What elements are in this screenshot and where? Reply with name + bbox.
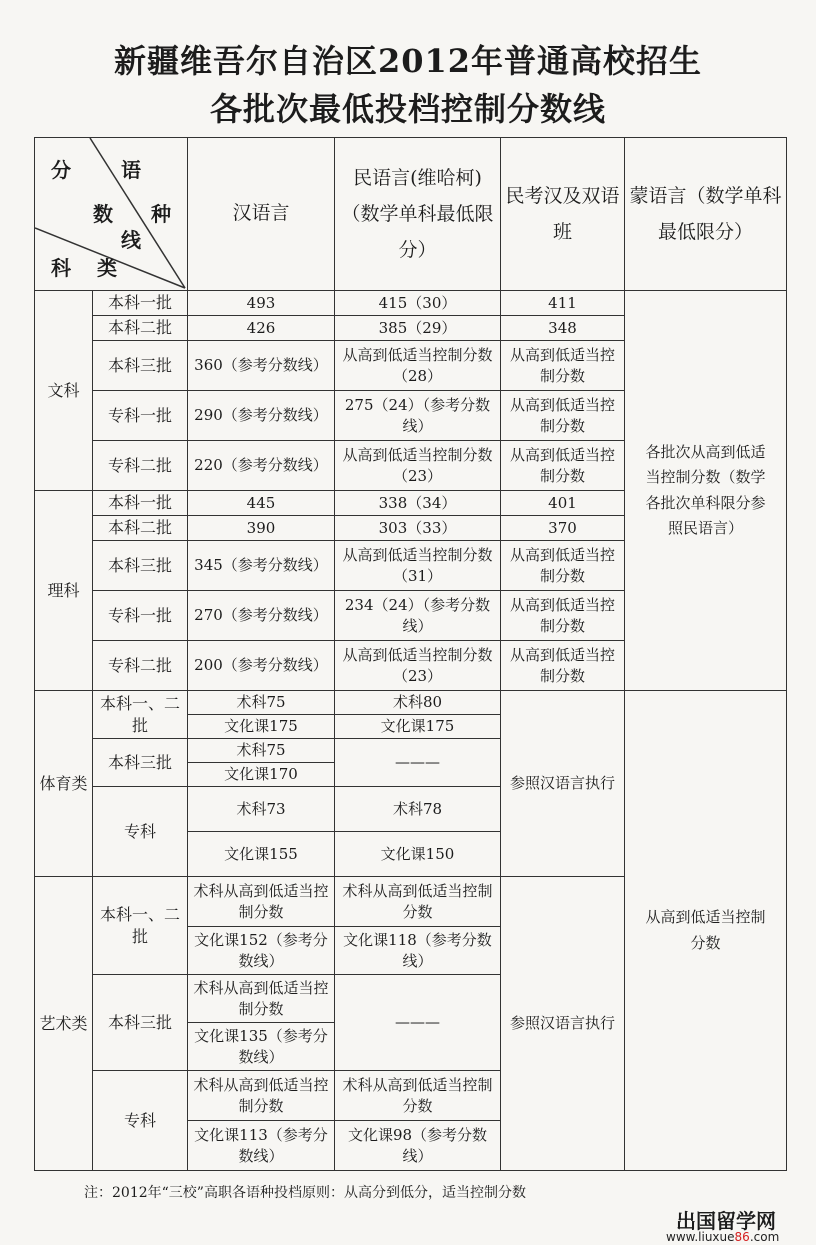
title-line-1: 新疆维吾尔自治区2012年普通高校招生 (113, 42, 703, 80)
min-value: 从高到低适当控制分数（31） (335, 541, 501, 591)
han-value: 术科从高到低适当控制分数 (188, 877, 335, 927)
logo-url-part-b: 86 (734, 1230, 750, 1244)
batch-label: 本科三批 (93, 739, 188, 787)
han-value: 345（参考分数线） (188, 541, 335, 591)
minkao-value: 从高到低适当控制分数 (501, 591, 625, 641)
han-value: 文化课170 (188, 763, 335, 787)
min-value: 文化课98（参考分数线） (335, 1121, 501, 1171)
diag-label-ke: 科 (51, 256, 71, 280)
diagonal-header (35, 138, 188, 291)
category-wenke: 文科 (35, 291, 93, 491)
min-value: 文化课150 (335, 832, 501, 877)
min-value: ——— (335, 739, 501, 787)
han-value: 术科从高到低适当控制分数 (188, 1071, 335, 1121)
batch-label: 专科二批 (93, 641, 188, 691)
table-row (35, 691, 787, 715)
han-value: 270（参考分数线） (188, 591, 335, 641)
han-value: 术科75 (188, 691, 335, 715)
minkao-value: 从高到低适当控制分数 (501, 341, 625, 391)
han-value: 术科73 (188, 787, 335, 832)
category-like: 理科 (35, 491, 93, 691)
meng-wenli-cell: 各批次从高到低适当控制分数（数学各批次单科限分参照民语言） (625, 291, 787, 691)
batch-label: 专科 (93, 787, 188, 877)
min-value: 275（24）（参考分数线） (335, 391, 501, 441)
han-value: 文化课135（参考分数线） (188, 1023, 335, 1071)
logo-url-part-a: www.liuxue (666, 1230, 735, 1244)
minkao-value: 从高到低适当控制分数 (501, 391, 625, 441)
min-value: 术科从高到低适当控制分数 (335, 877, 501, 927)
min-value: 234（24）（参考分数线） (335, 591, 501, 641)
batch-label: 专科一批 (93, 391, 188, 441)
diag-label-fen: 分 (51, 158, 71, 182)
batch-label: 本科三批 (93, 541, 188, 591)
col-header-minkao: 民考汉及双语班 (501, 138, 625, 291)
min-value: 从高到低适当控制分数（23） (335, 441, 501, 491)
han-value: 文化课152（参考分数线） (188, 927, 335, 975)
batch-label: 专科二批 (93, 441, 188, 491)
batch-label: 本科一、二批 (93, 877, 188, 975)
han-value: 文化课155 (188, 832, 335, 877)
han-value: 390 (188, 516, 335, 541)
han-value: 445 (188, 491, 335, 516)
col-header-min: 民语言(维哈柯)（数学单科最低限分） (335, 138, 501, 291)
table-row (35, 291, 787, 316)
min-value: 从高到低适当控制分数（23） (335, 641, 501, 691)
col-header-meng: 蒙语言（数学单科最低限分） (625, 138, 787, 291)
footnote: 注：2012年“三校”高职各语种投档原则：从高分到低分，适当控制分数 (84, 1185, 526, 1201)
site-logo-text: 出国留学网 (676, 1209, 776, 1233)
batch-label: 本科二批 (93, 316, 188, 341)
min-value: 303（33） (335, 516, 501, 541)
han-value: 220（参考分数线） (188, 441, 335, 491)
batch-label: 本科二批 (93, 516, 188, 541)
han-value: 290（参考分数线） (188, 391, 335, 441)
min-value: 术科80 (335, 691, 501, 715)
min-value: 文化课118（参考分数线） (335, 927, 501, 975)
han-value: 426 (188, 316, 335, 341)
min-value: ——— (335, 975, 501, 1071)
min-value: 术科78 (335, 787, 501, 832)
score-table (34, 137, 787, 1171)
han-value: 360（参考分数线） (188, 341, 335, 391)
category-tiyu: 体育类 (35, 691, 93, 877)
han-value: 493 (188, 291, 335, 316)
category-yishu: 艺术类 (35, 877, 93, 1171)
minkao-value: 从高到低适当控制分数 (501, 541, 625, 591)
han-value: 术科从高到低适当控制分数 (188, 975, 335, 1023)
han-value: 文化课113（参考分数线） (188, 1121, 335, 1171)
min-value: 从高到低适当控制分数（28） (335, 341, 501, 391)
site-logo-url (666, 1230, 779, 1244)
minkao-value: 401 (501, 491, 625, 516)
minkao-value: 参照汉语言执行 (501, 691, 625, 877)
batch-label: 本科三批 (93, 341, 188, 391)
diag-label-yu: 语 (121, 158, 141, 182)
diag-label-xian: 线 (121, 228, 141, 252)
batch-label: 本科一、二批 (93, 691, 188, 739)
diag-label-lei: 类 (97, 256, 117, 280)
batch-label: 专科一批 (93, 591, 188, 641)
logo-url-part-c: .com (749, 1230, 780, 1244)
minkao-value: 411 (501, 291, 625, 316)
min-value: 415（30） (335, 291, 501, 316)
table-header-row (35, 138, 787, 291)
minkao-value: 348 (501, 316, 625, 341)
minkao-value: 从高到低适当控制分数 (501, 441, 625, 491)
han-value: 200（参考分数线） (188, 641, 335, 691)
batch-label: 本科一批 (93, 291, 188, 316)
batch-label: 专科 (93, 1071, 188, 1171)
col-header-han: 汉语言 (188, 138, 335, 291)
min-value: 338（34） (335, 491, 501, 516)
min-value: 文化课175 (335, 715, 501, 739)
batch-label: 本科三批 (93, 975, 188, 1071)
diag-label-shu: 数 (93, 202, 113, 226)
diag-label-zhong: 种 (151, 202, 171, 226)
minkao-value: 从高到低适当控制分数 (501, 641, 625, 691)
batch-label: 本科一批 (93, 491, 188, 516)
title-line-2: 各批次最低投档控制分数线 (209, 90, 606, 128)
minkao-value: 370 (501, 516, 625, 541)
min-value: 术科从高到低适当控制分数 (335, 1071, 501, 1121)
meng-tiyi-cell: 从高到低适当控制分数 (625, 691, 787, 1171)
han-value: 术科75 (188, 739, 335, 763)
minkao-value: 参照汉语言执行 (501, 877, 625, 1171)
min-value: 385（29） (335, 316, 501, 341)
han-value: 文化课175 (188, 715, 335, 739)
